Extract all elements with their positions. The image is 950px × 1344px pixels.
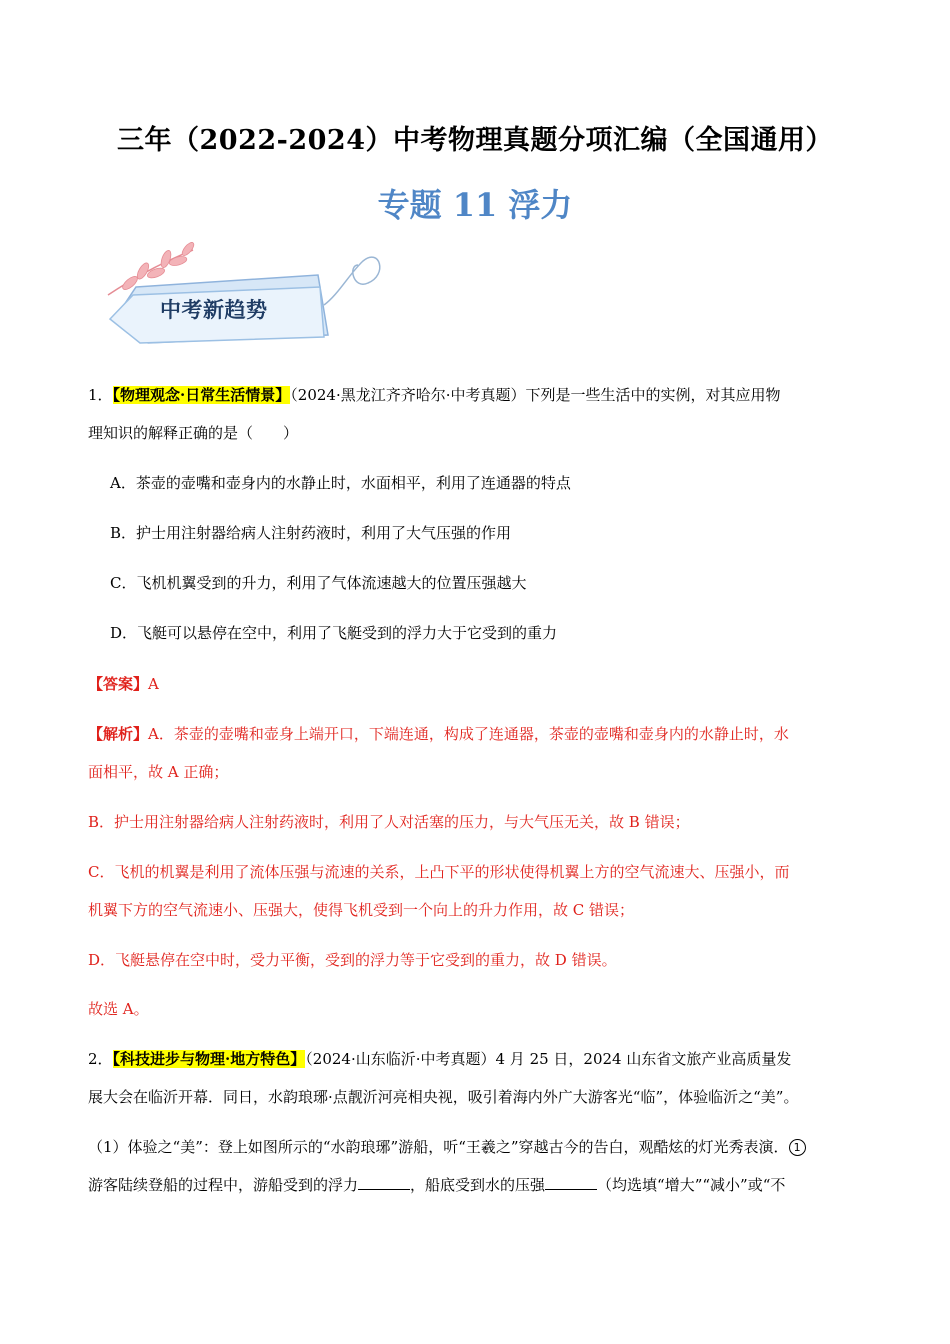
q1-analysis-line3: B．护士用注射器给病人注射药液时，利用了人对活塞的压力，与大气压无关，故 B 错误； <box>88 813 690 831</box>
answer-label: 【答案】 <box>88 675 149 693</box>
q1-analysis-line1: 【解析】A．茶壶的壶嘴和壶身上端开口，下端连通，构成了连通器，茶壶的壶嘴和壶身内的水静止时，水 <box>88 725 789 743</box>
answer-blank-buoyancy[interactable] <box>358 1175 410 1190</box>
q1-analysis-conclusion: 故选 A。 <box>88 1000 149 1018</box>
squiggle-line <box>324 257 380 305</box>
q1-option-c: C．飞机机翼受到的升力，利用了气体流速越大的位置压强越大 <box>110 574 527 592</box>
topic-subtitle: 专题 11 浮力 <box>377 186 573 224</box>
analysis-label: 【解析】 <box>88 725 149 743</box>
q2-part1-line2: 游客陆续登船的过程中，游船受到的浮力 ，船底受到水的压强 （均选填“增大”“减小”或“不 <box>88 1176 786 1194</box>
q1-analysis-line2: 面相平，故 A 正确； <box>88 763 229 781</box>
answer-value: A <box>148 675 159 693</box>
section-banner-label: 中考新趋势 <box>160 298 268 322</box>
circled-number-icon: 1 <box>789 1139 806 1156</box>
q2-source: （2024·山东临沂·中考真题）4 月 25 日，2024 山东省文旅产业高质量发 <box>305 1050 792 1068</box>
document-title: 三年（2022-2024）中考物理真题分项汇编（全国通用） <box>117 125 833 156</box>
q1-option-b: B．护士用注射器给病人注射药液时，利用了大气压强的作用 <box>110 524 512 542</box>
q2-category-tag: 【科技进步与物理·地方特色】 <box>112 1050 306 1068</box>
q1-answer <box>88 674 878 694</box>
q1-option-d: D．飞艇可以悬停在空中，利用了飞艇受到的浮力大于它受到的重力 <box>110 624 558 642</box>
q1-option-a: A．茶壶的壶嘴和壶身内的水静止时，水面相平，利用了连通器的特点 <box>110 474 571 492</box>
answer-blank-pressure[interactable] <box>545 1175 597 1190</box>
q1-stem-line1 <box>88 385 878 405</box>
q2-stem-line1 <box>88 1049 878 1069</box>
q1-analysis-line5: 机翼下方的空气流速小、压强大，使得飞机受到一个向上的升力作用，故 C 错误； <box>88 901 635 919</box>
q2-stem-line2: 展大会在临沂开幕．同日，水韵琅琊·点靓沂河亮相央视，吸引着海内外广大游客光“临”，体验临沂之“美”。 <box>88 1088 799 1106</box>
q1-stem-line2: 理知识的解释正确的是（ ） <box>88 424 299 442</box>
q1-category-tag: 【物理观念·日常生活情景】 <box>112 386 291 404</box>
q2-part1-line1: （1）体验之“美”：登上如图所示的“水韵琅琊”游船，听“王羲之”穿越古今的告白，观酷炫的灯光秀表演． 1 <box>88 1137 878 1157</box>
q1-number: 1． <box>88 386 113 404</box>
q1-source: （2024·黑龙江齐齐哈尔·中考真题）下列是一些生活中的实例，对其应用物 <box>290 386 781 404</box>
q1-analysis-line6: D．飞艇悬停在空中时，受力平衡，受到的浮力等于它受到的重力，故 D 错误。 <box>88 951 617 969</box>
q2-number: 2． <box>88 1050 113 1068</box>
q1-analysis-line4: C．飞机的机翼是利用了流体压强与流速的关系，上凸下平的形状使得机翼上方的空气流速大、压强小，而 <box>88 863 790 881</box>
